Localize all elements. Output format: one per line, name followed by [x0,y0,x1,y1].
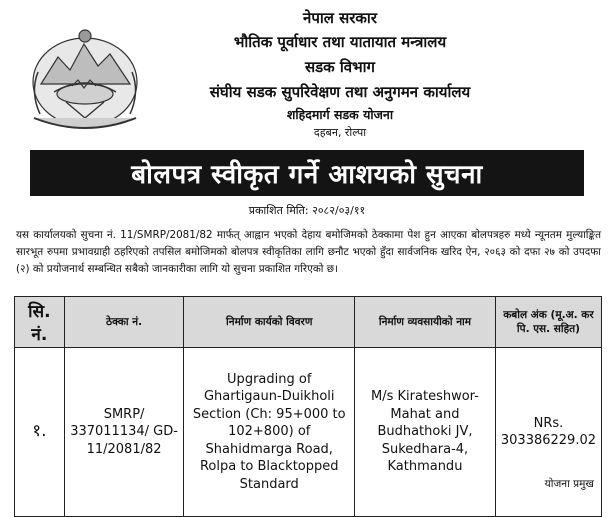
cell-contractor: M/s Kirateshwor-Mahat and Budhathoki JV, Sukedhara-4, Kathmandu [355,348,496,517]
notice-title-banner [30,150,584,196]
header-office: संघीय सडक सुपरिवेक्षण तथा अनुगमन कार्यालय [209,83,471,101]
col-serial-header: सि. नं. [15,297,65,348]
header-project: शहिदमार्ग सडक योजना [286,107,394,122]
col-contractor-header: निर्माण व्यवसायीको नाम [355,297,496,348]
col-contract-header: ठेक्का नं. [64,297,184,348]
table-header-row [15,297,602,348]
signature-label: योजना प्रमुख [544,478,594,490]
cell-contract-no: SMRP/ 337011134/ GD-11/2081/82 [64,348,184,517]
col-description-header: निर्माण कार्यको विवरण [184,297,355,348]
published-date: प्रकाशित मिति: २०८२/०३/११ [248,204,366,217]
cell-description: Upgrading of Ghartigaun-Duikholi Section (Ch: 95+000 to 102+800) of Shahidmarga Road, Rolpa to Blacktopped Standard [184,348,355,517]
notice-title: बोलपत्र स्वीकृत गर्ने आशयको सुचना [131,160,483,190]
nepal-coat-of-arms-icon [26,22,144,134]
table-row [15,348,602,517]
header-ministry: भौतिक पूर्वाधार तथा यातायात मन्त्रालय [233,33,447,51]
cell-bid-amount: NRs. 303386229.02 [495,348,601,517]
header-location: दहबन, रोल्पा [313,126,367,139]
col-bid-amount-header: कबोल अंक (मू.अ. कर पि. एस. सहित) [495,297,601,348]
cell-serial: १. [15,348,65,517]
header-government: नेपाल सरकार [303,9,377,27]
header-department: सडक विभाग [304,58,375,76]
award-table [14,296,602,517]
notice-body: यस कार्यालयको सुचना नं. 11/SMRP/2081/82 मार्फत् आह्वान भएको देहाय बमोजिमको ठेक्कामा पेश हुन आएका बोलपत्रहरु मध्ये न्यूनतम मुल्याङ्कित सारभूत रुपमा प्रभावग्राही ठहरिएको तपसिल बमोजिमको बोलपत्र स्वीकृतिका लागि छनौट भएको हुँदा सार्वजनिक खरिद ऐन, २०६३ को दफा २७ को उपदफा (२) को प्रयोजनार्थ सम्बन्धित सबैको जानकारीका लागि यो सुचना प्रकाशित गरिएको छ। [16,229,601,275]
